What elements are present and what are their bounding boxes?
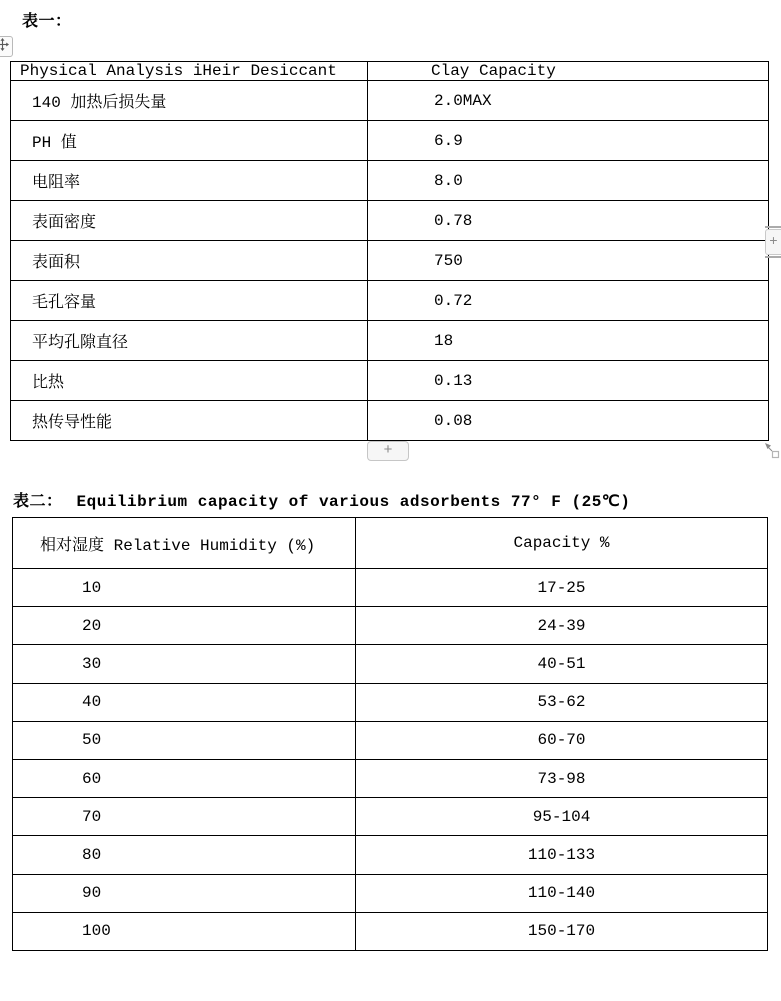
physical-analysis-table: [10, 61, 769, 441]
table-row: [13, 874, 768, 912]
table-row: [13, 798, 768, 836]
table-row: [13, 759, 768, 797]
row-label-cell[interactable]: 140 加热后损失量: [11, 81, 368, 121]
row-label-cell[interactable]: 电阻率: [11, 161, 368, 201]
table-header-row: [11, 62, 769, 81]
insert-column-button[interactable]: [765, 229, 781, 255]
table2-caption-label: 表二：: [13, 493, 63, 511]
row-value-cell[interactable]: 0.78: [368, 201, 769, 241]
row-value-cell[interactable]: 110-133: [356, 836, 768, 874]
row-value-cell[interactable]: 24-39: [356, 607, 768, 645]
table-row: [13, 912, 768, 950]
insert-column-guide-bottom: [765, 256, 781, 258]
row-value-cell[interactable]: 60-70: [356, 721, 768, 759]
row-label-cell[interactable]: 80: [13, 836, 356, 874]
row-label-cell[interactable]: 100: [13, 912, 356, 950]
row-label-cell[interactable]: 70: [13, 798, 356, 836]
table1-body: [11, 81, 769, 441]
equilibrium-capacity-table: [12, 517, 768, 951]
insert-column-guide-top: [765, 226, 781, 228]
row-label-cell[interactable]: PH 值: [11, 121, 368, 161]
table-row: [13, 683, 768, 721]
table-row: [13, 721, 768, 759]
row-value-cell[interactable]: 110-140: [356, 874, 768, 912]
table-row: [11, 241, 769, 281]
row-label-cell[interactable]: 90: [13, 874, 356, 912]
row-label-cell[interactable]: 30: [13, 645, 356, 683]
row-label-cell[interactable]: 50: [13, 721, 356, 759]
row-value-cell[interactable]: 2.0MAX: [368, 81, 769, 121]
row-value-cell[interactable]: 150-170: [356, 912, 768, 950]
table-row: [11, 121, 769, 161]
row-label-cell[interactable]: 表面密度: [11, 201, 368, 241]
table-header-row: [13, 518, 768, 569]
row-value-cell[interactable]: 8.0: [368, 161, 769, 201]
row-label-cell[interactable]: 毛孔容量: [11, 281, 368, 321]
row-value-cell[interactable]: 95-104: [356, 798, 768, 836]
row-label-cell[interactable]: 60: [13, 759, 356, 797]
table-row: [11, 161, 769, 201]
row-value-cell[interactable]: 6.9: [368, 121, 769, 161]
row-value-cell[interactable]: 40-51: [356, 645, 768, 683]
table-row: [13, 836, 768, 874]
table2-caption-title: Equilibrium capacity of various adsorbents 77° F (25℃): [76, 493, 631, 511]
row-label-cell[interactable]: 10: [13, 569, 356, 607]
four-way-arrow-icon: [0, 38, 9, 56]
row-label-cell[interactable]: 平均孔隙直径: [11, 321, 368, 361]
row-value-cell[interactable]: 0.72: [368, 281, 769, 321]
table1-header: [11, 62, 769, 81]
row-label-cell[interactable]: 比热: [11, 361, 368, 401]
table2-header: [13, 518, 768, 569]
row-label-cell[interactable]: 表面积: [11, 241, 368, 281]
table1-header-property[interactable]: Physical Analysis iHeir Desiccant: [11, 62, 368, 81]
table-row: [13, 607, 768, 645]
table-row: [11, 401, 769, 441]
row-value-cell[interactable]: 53-62: [356, 683, 768, 721]
row-label-cell[interactable]: 热传导性能: [11, 401, 368, 441]
table2-caption: [13, 488, 630, 511]
row-value-cell[interactable]: 750: [368, 241, 769, 281]
table-row: [11, 81, 769, 121]
row-value-cell[interactable]: 0.08: [368, 401, 769, 441]
table-resize-handle[interactable]: [763, 442, 781, 460]
row-value-cell[interactable]: 0.13: [368, 361, 769, 401]
diagonal-resize-icon: [763, 447, 781, 465]
plus-icon: +: [769, 234, 778, 250]
table-row: [13, 645, 768, 683]
table-row: [11, 201, 769, 241]
table-row: [13, 569, 768, 607]
row-label-cell[interactable]: 20: [13, 607, 356, 645]
table1-caption: 表一：: [22, 13, 72, 31]
plus-icon: +: [383, 442, 393, 459]
table2-header-capacity[interactable]: Capacity %: [356, 518, 768, 569]
table1-header-value[interactable]: Clay Capacity: [368, 62, 769, 81]
row-label-cell[interactable]: 40: [13, 683, 356, 721]
row-value-cell[interactable]: 18: [368, 321, 769, 361]
table-row: [11, 361, 769, 401]
table2-body: [13, 569, 768, 951]
table2-header-humidity[interactable]: 相对湿度 Relative Humidity (%): [13, 518, 356, 569]
table-row: [11, 321, 769, 361]
table-row: [11, 281, 769, 321]
row-value-cell[interactable]: 17-25: [356, 569, 768, 607]
row-value-cell[interactable]: 73-98: [356, 759, 768, 797]
insert-row-button[interactable]: [367, 441, 409, 461]
table-move-handle[interactable]: [0, 36, 13, 57]
insert-column-widget[interactable]: [765, 226, 781, 258]
